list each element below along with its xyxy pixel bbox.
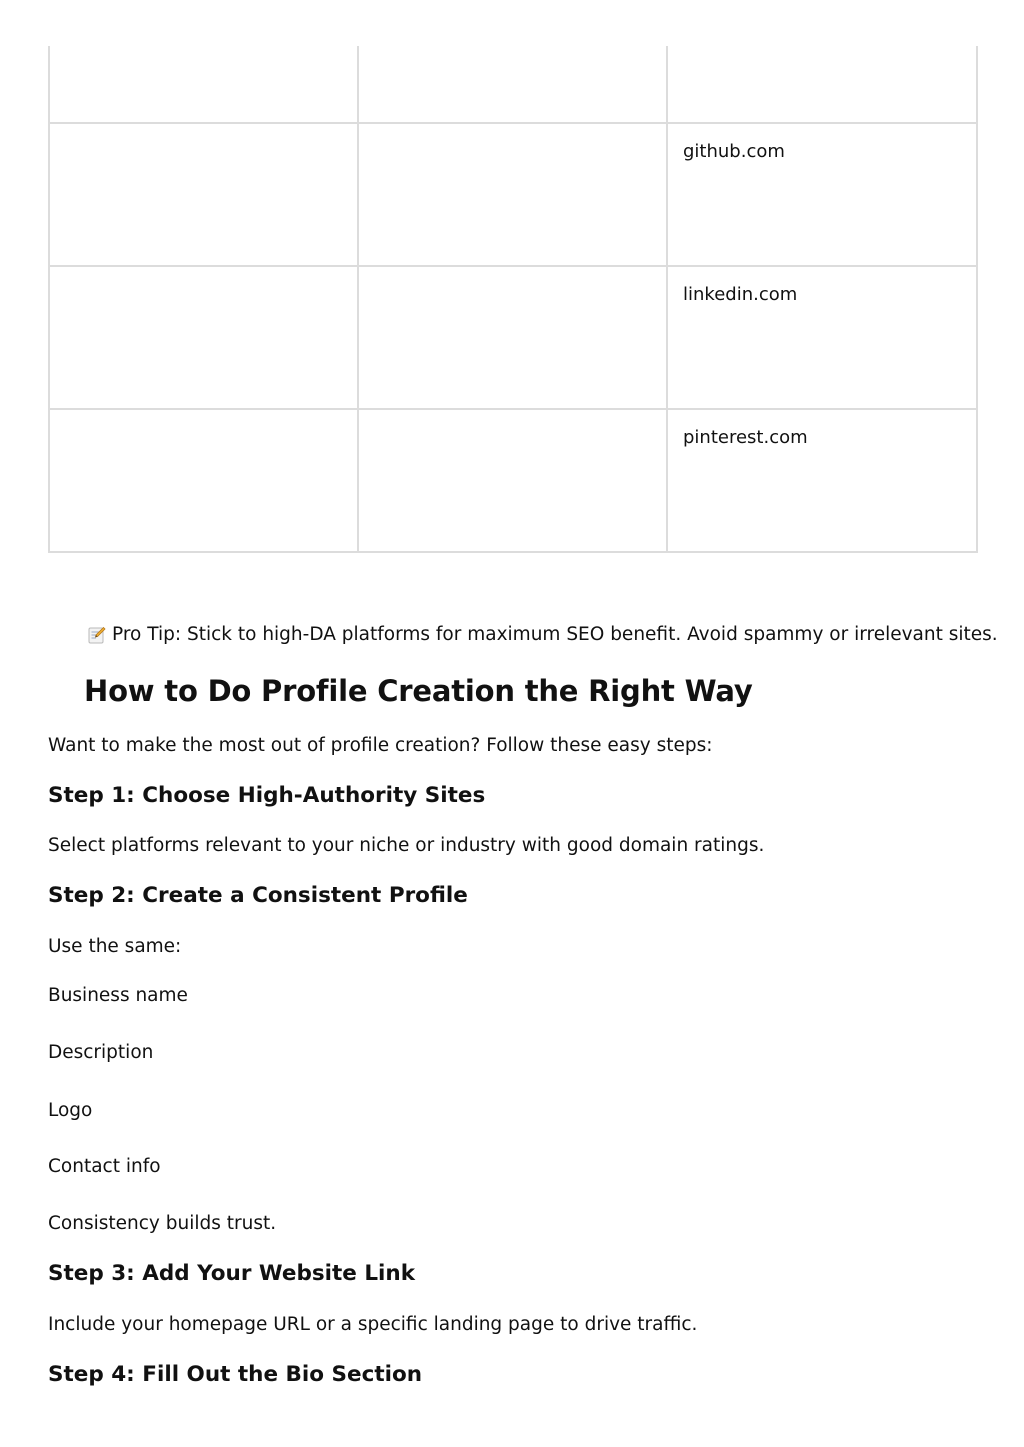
table-row xyxy=(49,266,977,409)
table-cell xyxy=(667,46,977,123)
table-cell xyxy=(358,123,667,266)
step4-heading: Step 4: Fill Out the Bio Section xyxy=(48,1362,423,1387)
step3-heading: Step 3: Add Your Website Link xyxy=(48,1261,416,1286)
table-cell-site: github.com xyxy=(667,123,977,266)
step1-heading: Step 1: Choose High-Authority Sites xyxy=(48,783,486,808)
table-cell xyxy=(358,409,667,552)
table-cell xyxy=(358,266,667,409)
step2-closing: Consistency builds trust. xyxy=(48,1213,277,1234)
section-heading: How to Do Profile Creation the Right Way xyxy=(84,674,753,708)
pro-tip-text: Pro Tip: Stick to high-DA platforms for maximum SEO benefit. Avoid spammy or irrelevant sites. xyxy=(112,624,998,645)
list-item: Logo xyxy=(48,1100,93,1121)
step2-heading: Step 2: Create a Consistent Profile xyxy=(48,883,468,908)
table-cell xyxy=(49,266,358,409)
table-cell xyxy=(358,46,667,123)
sites-table xyxy=(48,46,978,553)
table-row xyxy=(49,409,977,552)
memo-icon xyxy=(88,626,106,644)
table-cell-site: linkedin.com xyxy=(667,266,977,409)
table-cell xyxy=(49,123,358,266)
table-row xyxy=(49,123,977,266)
table-row xyxy=(49,46,977,123)
step2-lead: Use the same: xyxy=(48,936,182,957)
table-cell-site: pinterest.com xyxy=(667,409,977,552)
list-item: Business name xyxy=(48,985,188,1006)
intro-paragraph: Want to make the most out of profile creation? Follow these easy steps: xyxy=(48,735,713,756)
pro-tip xyxy=(88,624,998,645)
step1-body: Select platforms relevant to your niche or industry with good domain ratings. xyxy=(48,835,765,856)
table-cell xyxy=(49,409,358,552)
list-item: Description xyxy=(48,1042,154,1063)
list-item: Contact info xyxy=(48,1156,161,1177)
step3-body: Include your homepage URL or a specific landing page to drive traffic. xyxy=(48,1314,698,1335)
table-cell xyxy=(49,46,358,123)
